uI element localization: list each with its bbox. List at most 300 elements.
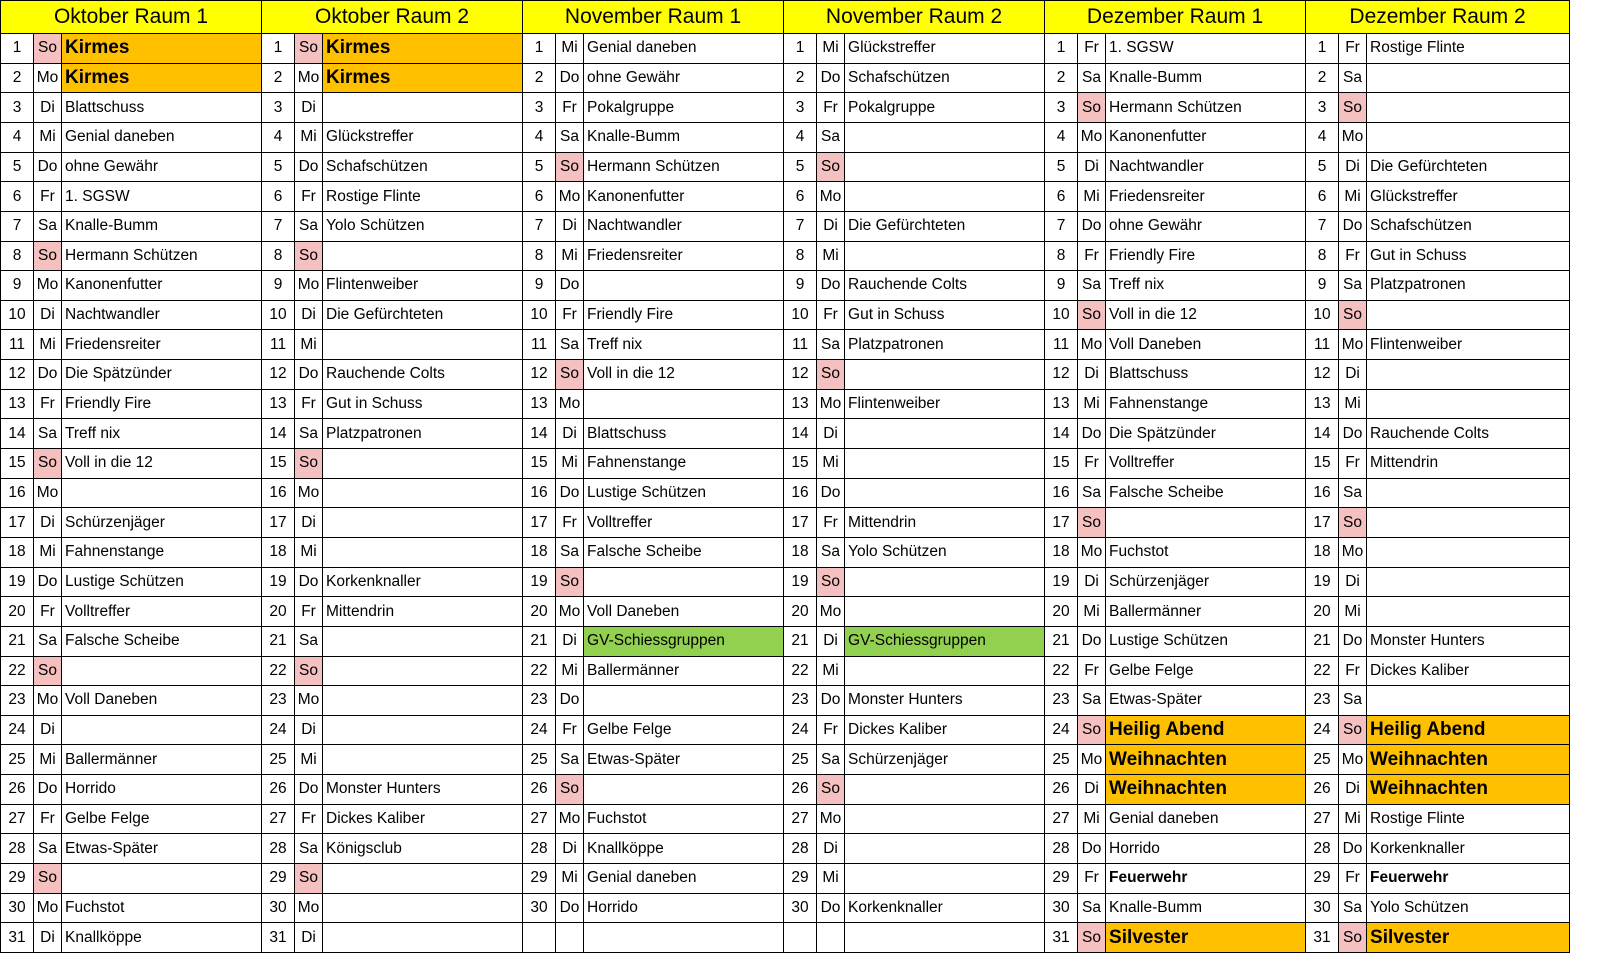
- weekday-cell[interactable]: Fr: [295, 182, 323, 212]
- day-number-cell[interactable]: 17: [1306, 508, 1339, 538]
- event-cell[interactable]: Yolo Schützen: [845, 537, 1045, 567]
- event-cell[interactable]: Korkenknaller: [323, 567, 523, 597]
- weekday-cell[interactable]: So: [1339, 93, 1367, 123]
- day-number-cell[interactable]: 22: [1306, 656, 1339, 686]
- day-number-cell[interactable]: 15: [262, 449, 295, 479]
- day-number-cell[interactable]: 19: [1045, 567, 1078, 597]
- day-number-cell[interactable]: 8: [784, 241, 817, 271]
- day-number-cell[interactable]: 11: [1, 330, 34, 360]
- day-number-cell[interactable]: 27: [1, 804, 34, 834]
- weekday-cell[interactable]: Mo: [1078, 537, 1106, 567]
- day-number-cell[interactable]: 22: [523, 656, 556, 686]
- day-number-cell[interactable]: 5: [262, 152, 295, 182]
- weekday-cell[interactable]: Fr: [817, 508, 845, 538]
- event-cell[interactable]: Weihnachten: [1106, 775, 1306, 805]
- weekday-cell[interactable]: Di: [556, 626, 584, 656]
- day-number-cell[interactable]: 9: [262, 271, 295, 301]
- weekday-cell[interactable]: Mo: [1078, 330, 1106, 360]
- weekday-cell[interactable]: Di: [1339, 152, 1367, 182]
- weekday-cell[interactable]: Sa: [1078, 63, 1106, 93]
- event-cell[interactable]: [1367, 597, 1570, 627]
- weekday-cell[interactable]: Fr: [1339, 241, 1367, 271]
- event-cell[interactable]: Schürzenjäger: [845, 745, 1045, 775]
- event-cell[interactable]: [845, 567, 1045, 597]
- weekday-cell[interactable]: So: [817, 775, 845, 805]
- day-number-cell[interactable]: 6: [1306, 182, 1339, 212]
- day-number-cell[interactable]: 24: [523, 715, 556, 745]
- event-cell[interactable]: Rostige Flinte: [1367, 804, 1570, 834]
- event-cell[interactable]: 1. SGSW: [62, 182, 262, 212]
- day-number-cell[interactable]: 14: [523, 419, 556, 449]
- weekday-cell[interactable]: Fr: [295, 597, 323, 627]
- day-number-cell[interactable]: 16: [262, 478, 295, 508]
- weekday-cell[interactable]: Di: [295, 923, 323, 953]
- weekday-cell[interactable]: Mi: [295, 122, 323, 152]
- day-number-cell[interactable]: 1: [523, 34, 556, 64]
- weekday-cell[interactable]: Do: [1339, 419, 1367, 449]
- weekday-cell[interactable]: Mi: [817, 863, 845, 893]
- weekday-cell[interactable]: Di: [1339, 775, 1367, 805]
- weekday-cell[interactable]: Sa: [1339, 478, 1367, 508]
- event-cell[interactable]: Rauchende Colts: [323, 360, 523, 390]
- event-cell[interactable]: [1367, 567, 1570, 597]
- day-number-cell[interactable]: [784, 923, 817, 953]
- weekday-cell[interactable]: Di: [817, 211, 845, 241]
- event-cell[interactable]: Die Spätzünder: [1106, 419, 1306, 449]
- event-cell[interactable]: [845, 863, 1045, 893]
- day-number-cell[interactable]: 2: [784, 63, 817, 93]
- weekday-cell[interactable]: Do: [817, 63, 845, 93]
- weekday-cell[interactable]: Do: [817, 271, 845, 301]
- weekday-cell[interactable]: Sa: [1078, 271, 1106, 301]
- day-number-cell[interactable]: 6: [523, 182, 556, 212]
- day-number-cell[interactable]: 16: [1306, 478, 1339, 508]
- day-number-cell[interactable]: 7: [1045, 211, 1078, 241]
- day-number-cell[interactable]: 26: [1045, 775, 1078, 805]
- event-cell[interactable]: Kirmes: [62, 63, 262, 93]
- day-number-cell[interactable]: 15: [784, 449, 817, 479]
- column-header[interactable]: Dezember Raum 2: [1306, 1, 1570, 34]
- weekday-cell[interactable]: So: [34, 656, 62, 686]
- weekday-cell[interactable]: Fr: [817, 93, 845, 123]
- event-cell[interactable]: Schürzenjäger: [1106, 567, 1306, 597]
- weekday-cell[interactable]: Mi: [295, 330, 323, 360]
- event-cell[interactable]: Gelbe Felge: [1106, 656, 1306, 686]
- weekday-cell[interactable]: Di: [817, 626, 845, 656]
- day-number-cell[interactable]: 5: [784, 152, 817, 182]
- weekday-cell[interactable]: Fr: [34, 804, 62, 834]
- day-number-cell[interactable]: 11: [262, 330, 295, 360]
- weekday-cell[interactable]: Sa: [817, 122, 845, 152]
- weekday-cell[interactable]: Fr: [1078, 449, 1106, 479]
- weekday-cell[interactable]: Sa: [556, 330, 584, 360]
- event-cell[interactable]: Rauchende Colts: [845, 271, 1045, 301]
- weekday-cell[interactable]: Fr: [556, 93, 584, 123]
- day-number-cell[interactable]: 23: [784, 686, 817, 716]
- day-number-cell[interactable]: 23: [1, 686, 34, 716]
- day-number-cell[interactable]: 3: [1, 93, 34, 123]
- weekday-cell[interactable]: Mi: [1339, 804, 1367, 834]
- event-cell[interactable]: [584, 271, 784, 301]
- weekday-cell[interactable]: Fr: [556, 300, 584, 330]
- day-number-cell[interactable]: 4: [784, 122, 817, 152]
- event-cell[interactable]: Weihnachten: [1367, 745, 1570, 775]
- event-cell[interactable]: Monster Hunters: [1367, 626, 1570, 656]
- day-number-cell[interactable]: 26: [1, 775, 34, 805]
- day-number-cell[interactable]: 2: [1306, 63, 1339, 93]
- event-cell[interactable]: Knallköppe: [62, 923, 262, 953]
- day-number-cell[interactable]: 30: [523, 893, 556, 923]
- day-number-cell[interactable]: 14: [262, 419, 295, 449]
- weekday-cell[interactable]: Fr: [1078, 34, 1106, 64]
- event-cell[interactable]: Treff nix: [62, 419, 262, 449]
- day-number-cell[interactable]: 16: [784, 478, 817, 508]
- day-number-cell[interactable]: 27: [262, 804, 295, 834]
- day-number-cell[interactable]: 8: [1, 241, 34, 271]
- event-cell[interactable]: [323, 330, 523, 360]
- weekday-cell[interactable]: So: [556, 152, 584, 182]
- day-number-cell[interactable]: 7: [523, 211, 556, 241]
- weekday-cell[interactable]: Sa: [1078, 686, 1106, 716]
- event-cell[interactable]: Knalle-Bumm: [1106, 893, 1306, 923]
- event-cell[interactable]: Die Gefürchteten: [845, 211, 1045, 241]
- weekday-cell[interactable]: Di: [34, 923, 62, 953]
- weekday-cell[interactable]: Fr: [556, 508, 584, 538]
- weekday-cell[interactable]: Do: [1078, 211, 1106, 241]
- weekday-cell[interactable]: Do: [34, 360, 62, 390]
- day-number-cell[interactable]: 21: [1306, 626, 1339, 656]
- day-number-cell[interactable]: 8: [1045, 241, 1078, 271]
- day-number-cell[interactable]: 4: [262, 122, 295, 152]
- weekday-cell[interactable]: Mi: [817, 449, 845, 479]
- event-cell[interactable]: Nachtwandler: [584, 211, 784, 241]
- event-cell[interactable]: Schürzenjäger: [62, 508, 262, 538]
- day-number-cell[interactable]: 4: [1306, 122, 1339, 152]
- event-cell[interactable]: Blattschuss: [1106, 360, 1306, 390]
- day-number-cell[interactable]: 25: [262, 745, 295, 775]
- weekday-cell[interactable]: So: [1339, 508, 1367, 538]
- event-cell[interactable]: Feuerwehr: [1367, 863, 1570, 893]
- event-cell[interactable]: GV-Schiessgruppen: [845, 626, 1045, 656]
- weekday-cell[interactable]: Fr: [34, 389, 62, 419]
- weekday-cell[interactable]: Do: [1078, 626, 1106, 656]
- weekday-cell[interactable]: Di: [556, 419, 584, 449]
- event-cell[interactable]: [323, 93, 523, 123]
- day-number-cell[interactable]: 3: [262, 93, 295, 123]
- weekday-cell[interactable]: Mo: [1339, 537, 1367, 567]
- day-number-cell[interactable]: 26: [784, 775, 817, 805]
- event-cell[interactable]: Mittendrin: [323, 597, 523, 627]
- day-number-cell[interactable]: 9: [1045, 271, 1078, 301]
- event-cell[interactable]: Pokalgruppe: [845, 93, 1045, 123]
- event-cell[interactable]: Yolo Schützen: [1367, 893, 1570, 923]
- weekday-cell[interactable]: So: [1078, 300, 1106, 330]
- weekday-cell[interactable]: So: [1078, 93, 1106, 123]
- event-cell[interactable]: [845, 923, 1045, 953]
- weekday-cell[interactable]: Di: [34, 300, 62, 330]
- event-cell[interactable]: [584, 923, 784, 953]
- day-number-cell[interactable]: 8: [1306, 241, 1339, 271]
- event-cell[interactable]: [1367, 63, 1570, 93]
- day-number-cell[interactable]: 19: [1, 567, 34, 597]
- event-cell[interactable]: Platzpatronen: [323, 419, 523, 449]
- weekday-cell[interactable]: Mo: [1078, 122, 1106, 152]
- event-cell[interactable]: Treff nix: [584, 330, 784, 360]
- event-cell[interactable]: Etwas-Später: [584, 745, 784, 775]
- event-cell[interactable]: [323, 923, 523, 953]
- event-cell[interactable]: Dickes Kaliber: [323, 804, 523, 834]
- day-number-cell[interactable]: 12: [262, 360, 295, 390]
- event-cell[interactable]: Flintenweiber: [1367, 330, 1570, 360]
- weekday-cell[interactable]: Mi: [295, 745, 323, 775]
- event-cell[interactable]: Fuchstot: [584, 804, 784, 834]
- event-cell[interactable]: Yolo Schützen: [323, 211, 523, 241]
- weekday-cell[interactable]: Mi: [556, 863, 584, 893]
- day-number-cell[interactable]: 23: [1045, 686, 1078, 716]
- weekday-cell[interactable]: Mo: [295, 686, 323, 716]
- day-number-cell[interactable]: [523, 923, 556, 953]
- weekday-cell[interactable]: Mi: [295, 537, 323, 567]
- day-number-cell[interactable]: 18: [784, 537, 817, 567]
- weekday-cell[interactable]: Do: [1078, 419, 1106, 449]
- weekday-cell[interactable]: Mo: [34, 893, 62, 923]
- day-number-cell[interactable]: 12: [1306, 360, 1339, 390]
- event-cell[interactable]: Heilig Abend: [1106, 715, 1306, 745]
- weekday-cell[interactable]: Do: [1339, 211, 1367, 241]
- event-cell[interactable]: [323, 745, 523, 775]
- event-cell[interactable]: [584, 389, 784, 419]
- event-cell[interactable]: Kanonenfutter: [62, 271, 262, 301]
- event-cell[interactable]: Nachtwandler: [62, 300, 262, 330]
- event-cell[interactable]: Hermann Schützen: [62, 241, 262, 271]
- day-number-cell[interactable]: 13: [1306, 389, 1339, 419]
- day-number-cell[interactable]: 31: [1306, 923, 1339, 953]
- day-number-cell[interactable]: 4: [1045, 122, 1078, 152]
- event-cell[interactable]: Blattschuss: [62, 93, 262, 123]
- weekday-cell[interactable]: Mi: [34, 537, 62, 567]
- event-cell[interactable]: Mittendrin: [845, 508, 1045, 538]
- event-cell[interactable]: [62, 478, 262, 508]
- weekday-cell[interactable]: So: [556, 567, 584, 597]
- day-number-cell[interactable]: 24: [1, 715, 34, 745]
- day-number-cell[interactable]: 16: [1, 478, 34, 508]
- event-cell[interactable]: [323, 656, 523, 686]
- day-number-cell[interactable]: 15: [1, 449, 34, 479]
- event-cell[interactable]: Kanonenfutter: [1106, 122, 1306, 152]
- weekday-cell[interactable]: Mo: [34, 478, 62, 508]
- day-number-cell[interactable]: 9: [1, 271, 34, 301]
- weekday-cell[interactable]: Sa: [556, 122, 584, 152]
- weekday-cell[interactable]: So: [1339, 715, 1367, 745]
- event-cell[interactable]: Rostige Flinte: [323, 182, 523, 212]
- column-header[interactable]: November Raum 2: [784, 1, 1045, 34]
- event-cell[interactable]: Korkenknaller: [1367, 834, 1570, 864]
- day-number-cell[interactable]: 29: [262, 863, 295, 893]
- event-cell[interactable]: [584, 686, 784, 716]
- event-cell[interactable]: [62, 656, 262, 686]
- weekday-cell[interactable]: Di: [1339, 360, 1367, 390]
- weekday-cell[interactable]: Do: [295, 567, 323, 597]
- weekday-cell[interactable]: Mo: [34, 686, 62, 716]
- event-cell[interactable]: Voll in die 12: [1106, 300, 1306, 330]
- event-cell[interactable]: [323, 893, 523, 923]
- weekday-cell[interactable]: Do: [34, 567, 62, 597]
- event-cell[interactable]: Voll Daneben: [584, 597, 784, 627]
- event-cell[interactable]: Schafschützen: [845, 63, 1045, 93]
- day-number-cell[interactable]: 29: [1, 863, 34, 893]
- weekday-cell[interactable]: Fr: [1339, 863, 1367, 893]
- day-number-cell[interactable]: 21: [523, 626, 556, 656]
- event-cell[interactable]: [845, 449, 1045, 479]
- event-cell[interactable]: Voll Daneben: [1106, 330, 1306, 360]
- event-cell[interactable]: Blattschuss: [584, 419, 784, 449]
- day-number-cell[interactable]: 18: [1, 537, 34, 567]
- event-cell[interactable]: Lustige Schützen: [584, 478, 784, 508]
- event-cell[interactable]: Gelbe Felge: [62, 804, 262, 834]
- weekday-cell[interactable]: So: [34, 241, 62, 271]
- day-number-cell[interactable]: 19: [1306, 567, 1339, 597]
- day-number-cell[interactable]: 31: [262, 923, 295, 953]
- weekday-cell[interactable]: So: [1339, 300, 1367, 330]
- weekday-cell[interactable]: Mi: [1339, 389, 1367, 419]
- day-number-cell[interactable]: 11: [1045, 330, 1078, 360]
- event-cell[interactable]: [323, 715, 523, 745]
- day-number-cell[interactable]: 13: [1, 389, 34, 419]
- event-cell[interactable]: [845, 152, 1045, 182]
- weekday-cell[interactable]: Mo: [556, 389, 584, 419]
- weekday-cell[interactable]: Sa: [295, 834, 323, 864]
- day-number-cell[interactable]: 20: [784, 597, 817, 627]
- day-number-cell[interactable]: 3: [1045, 93, 1078, 123]
- event-cell[interactable]: Etwas-Später: [1106, 686, 1306, 716]
- weekday-cell[interactable]: So: [556, 360, 584, 390]
- event-cell[interactable]: Dickes Kaliber: [845, 715, 1045, 745]
- event-cell[interactable]: [584, 775, 784, 805]
- weekday-cell[interactable]: So: [817, 567, 845, 597]
- event-cell[interactable]: [1367, 478, 1570, 508]
- event-cell[interactable]: Lustige Schützen: [62, 567, 262, 597]
- day-number-cell[interactable]: 22: [784, 656, 817, 686]
- event-cell[interactable]: [584, 567, 784, 597]
- weekday-cell[interactable]: Mo: [34, 63, 62, 93]
- weekday-cell[interactable]: Sa: [1339, 893, 1367, 923]
- weekday-cell[interactable]: Do: [817, 686, 845, 716]
- event-cell[interactable]: Fuchstot: [62, 893, 262, 923]
- weekday-cell[interactable]: Mo: [817, 597, 845, 627]
- day-number-cell[interactable]: 10: [1306, 300, 1339, 330]
- event-cell[interactable]: [323, 508, 523, 538]
- event-cell[interactable]: [845, 241, 1045, 271]
- day-number-cell[interactable]: 28: [1045, 834, 1078, 864]
- weekday-cell[interactable]: Fr: [34, 182, 62, 212]
- weekday-cell[interactable]: Sa: [1339, 271, 1367, 301]
- event-cell[interactable]: Glückstreffer: [1367, 182, 1570, 212]
- day-number-cell[interactable]: 28: [1, 834, 34, 864]
- day-number-cell[interactable]: 29: [523, 863, 556, 893]
- day-number-cell[interactable]: 30: [1, 893, 34, 923]
- weekday-cell[interactable]: Mi: [1078, 182, 1106, 212]
- day-number-cell[interactable]: 13: [784, 389, 817, 419]
- weekday-cell[interactable]: Mi: [817, 34, 845, 64]
- day-number-cell[interactable]: 22: [262, 656, 295, 686]
- event-cell[interactable]: Genial daneben: [584, 863, 784, 893]
- day-number-cell[interactable]: 28: [784, 834, 817, 864]
- day-number-cell[interactable]: 2: [1045, 63, 1078, 93]
- weekday-cell[interactable]: Mo: [556, 182, 584, 212]
- event-cell[interactable]: Genial daneben: [62, 122, 262, 152]
- event-cell[interactable]: Horrido: [1106, 834, 1306, 864]
- event-cell[interactable]: [323, 863, 523, 893]
- day-number-cell[interactable]: 21: [262, 626, 295, 656]
- day-number-cell[interactable]: 26: [1306, 775, 1339, 805]
- weekday-cell[interactable]: So: [295, 34, 323, 64]
- weekday-cell[interactable]: Sa: [295, 419, 323, 449]
- weekday-cell[interactable]: Mi: [1078, 389, 1106, 419]
- day-number-cell[interactable]: 18: [1306, 537, 1339, 567]
- weekday-cell[interactable]: Mo: [295, 893, 323, 923]
- day-number-cell[interactable]: 8: [523, 241, 556, 271]
- day-number-cell[interactable]: 6: [784, 182, 817, 212]
- weekday-cell[interactable]: Mo: [817, 804, 845, 834]
- day-number-cell[interactable]: 1: [1, 34, 34, 64]
- weekday-cell[interactable]: Fr: [34, 597, 62, 627]
- event-cell[interactable]: Silvester: [1367, 923, 1570, 953]
- weekday-cell[interactable]: Di: [295, 508, 323, 538]
- weekday-cell[interactable]: Mo: [556, 804, 584, 834]
- event-cell[interactable]: Flintenweiber: [845, 389, 1045, 419]
- day-number-cell[interactable]: 11: [523, 330, 556, 360]
- day-number-cell[interactable]: 30: [1306, 893, 1339, 923]
- event-cell[interactable]: [845, 360, 1045, 390]
- day-number-cell[interactable]: 2: [523, 63, 556, 93]
- weekday-cell[interactable]: Do: [295, 360, 323, 390]
- weekday-cell[interactable]: Do: [34, 152, 62, 182]
- weekday-cell[interactable]: Mi: [556, 656, 584, 686]
- day-number-cell[interactable]: 14: [1045, 419, 1078, 449]
- event-cell[interactable]: Lustige Schützen: [1106, 626, 1306, 656]
- day-number-cell[interactable]: 4: [523, 122, 556, 152]
- day-number-cell[interactable]: 9: [523, 271, 556, 301]
- weekday-cell[interactable]: Sa: [34, 626, 62, 656]
- event-cell[interactable]: Pokalgruppe: [584, 93, 784, 123]
- event-cell[interactable]: Rauchende Colts: [1367, 419, 1570, 449]
- event-cell[interactable]: [1367, 93, 1570, 123]
- weekday-cell[interactable]: Di: [1078, 360, 1106, 390]
- weekday-cell[interactable]: So: [556, 775, 584, 805]
- weekday-cell[interactable]: Di: [1078, 567, 1106, 597]
- event-cell[interactable]: Kirmes: [62, 34, 262, 64]
- day-number-cell[interactable]: 12: [784, 360, 817, 390]
- event-cell[interactable]: Gut in Schuss: [323, 389, 523, 419]
- day-number-cell[interactable]: 14: [1306, 419, 1339, 449]
- day-number-cell[interactable]: 31: [1, 923, 34, 953]
- event-cell[interactable]: Kanonenfutter: [584, 182, 784, 212]
- event-cell[interactable]: Horrido: [584, 893, 784, 923]
- day-number-cell[interactable]: 28: [1306, 834, 1339, 864]
- weekday-cell[interactable]: Do: [556, 271, 584, 301]
- weekday-cell[interactable]: Sa: [1078, 893, 1106, 923]
- weekday-cell[interactable]: Sa: [556, 537, 584, 567]
- day-number-cell[interactable]: 19: [523, 567, 556, 597]
- weekday-cell[interactable]: So: [1078, 508, 1106, 538]
- event-cell[interactable]: GV-Schiessgruppen: [584, 626, 784, 656]
- day-number-cell[interactable]: 27: [1306, 804, 1339, 834]
- event-cell[interactable]: Falsche Scheibe: [1106, 478, 1306, 508]
- weekday-cell[interactable]: Do: [556, 63, 584, 93]
- day-number-cell[interactable]: 24: [1045, 715, 1078, 745]
- day-number-cell[interactable]: 17: [1, 508, 34, 538]
- weekday-cell[interactable]: Mo: [295, 271, 323, 301]
